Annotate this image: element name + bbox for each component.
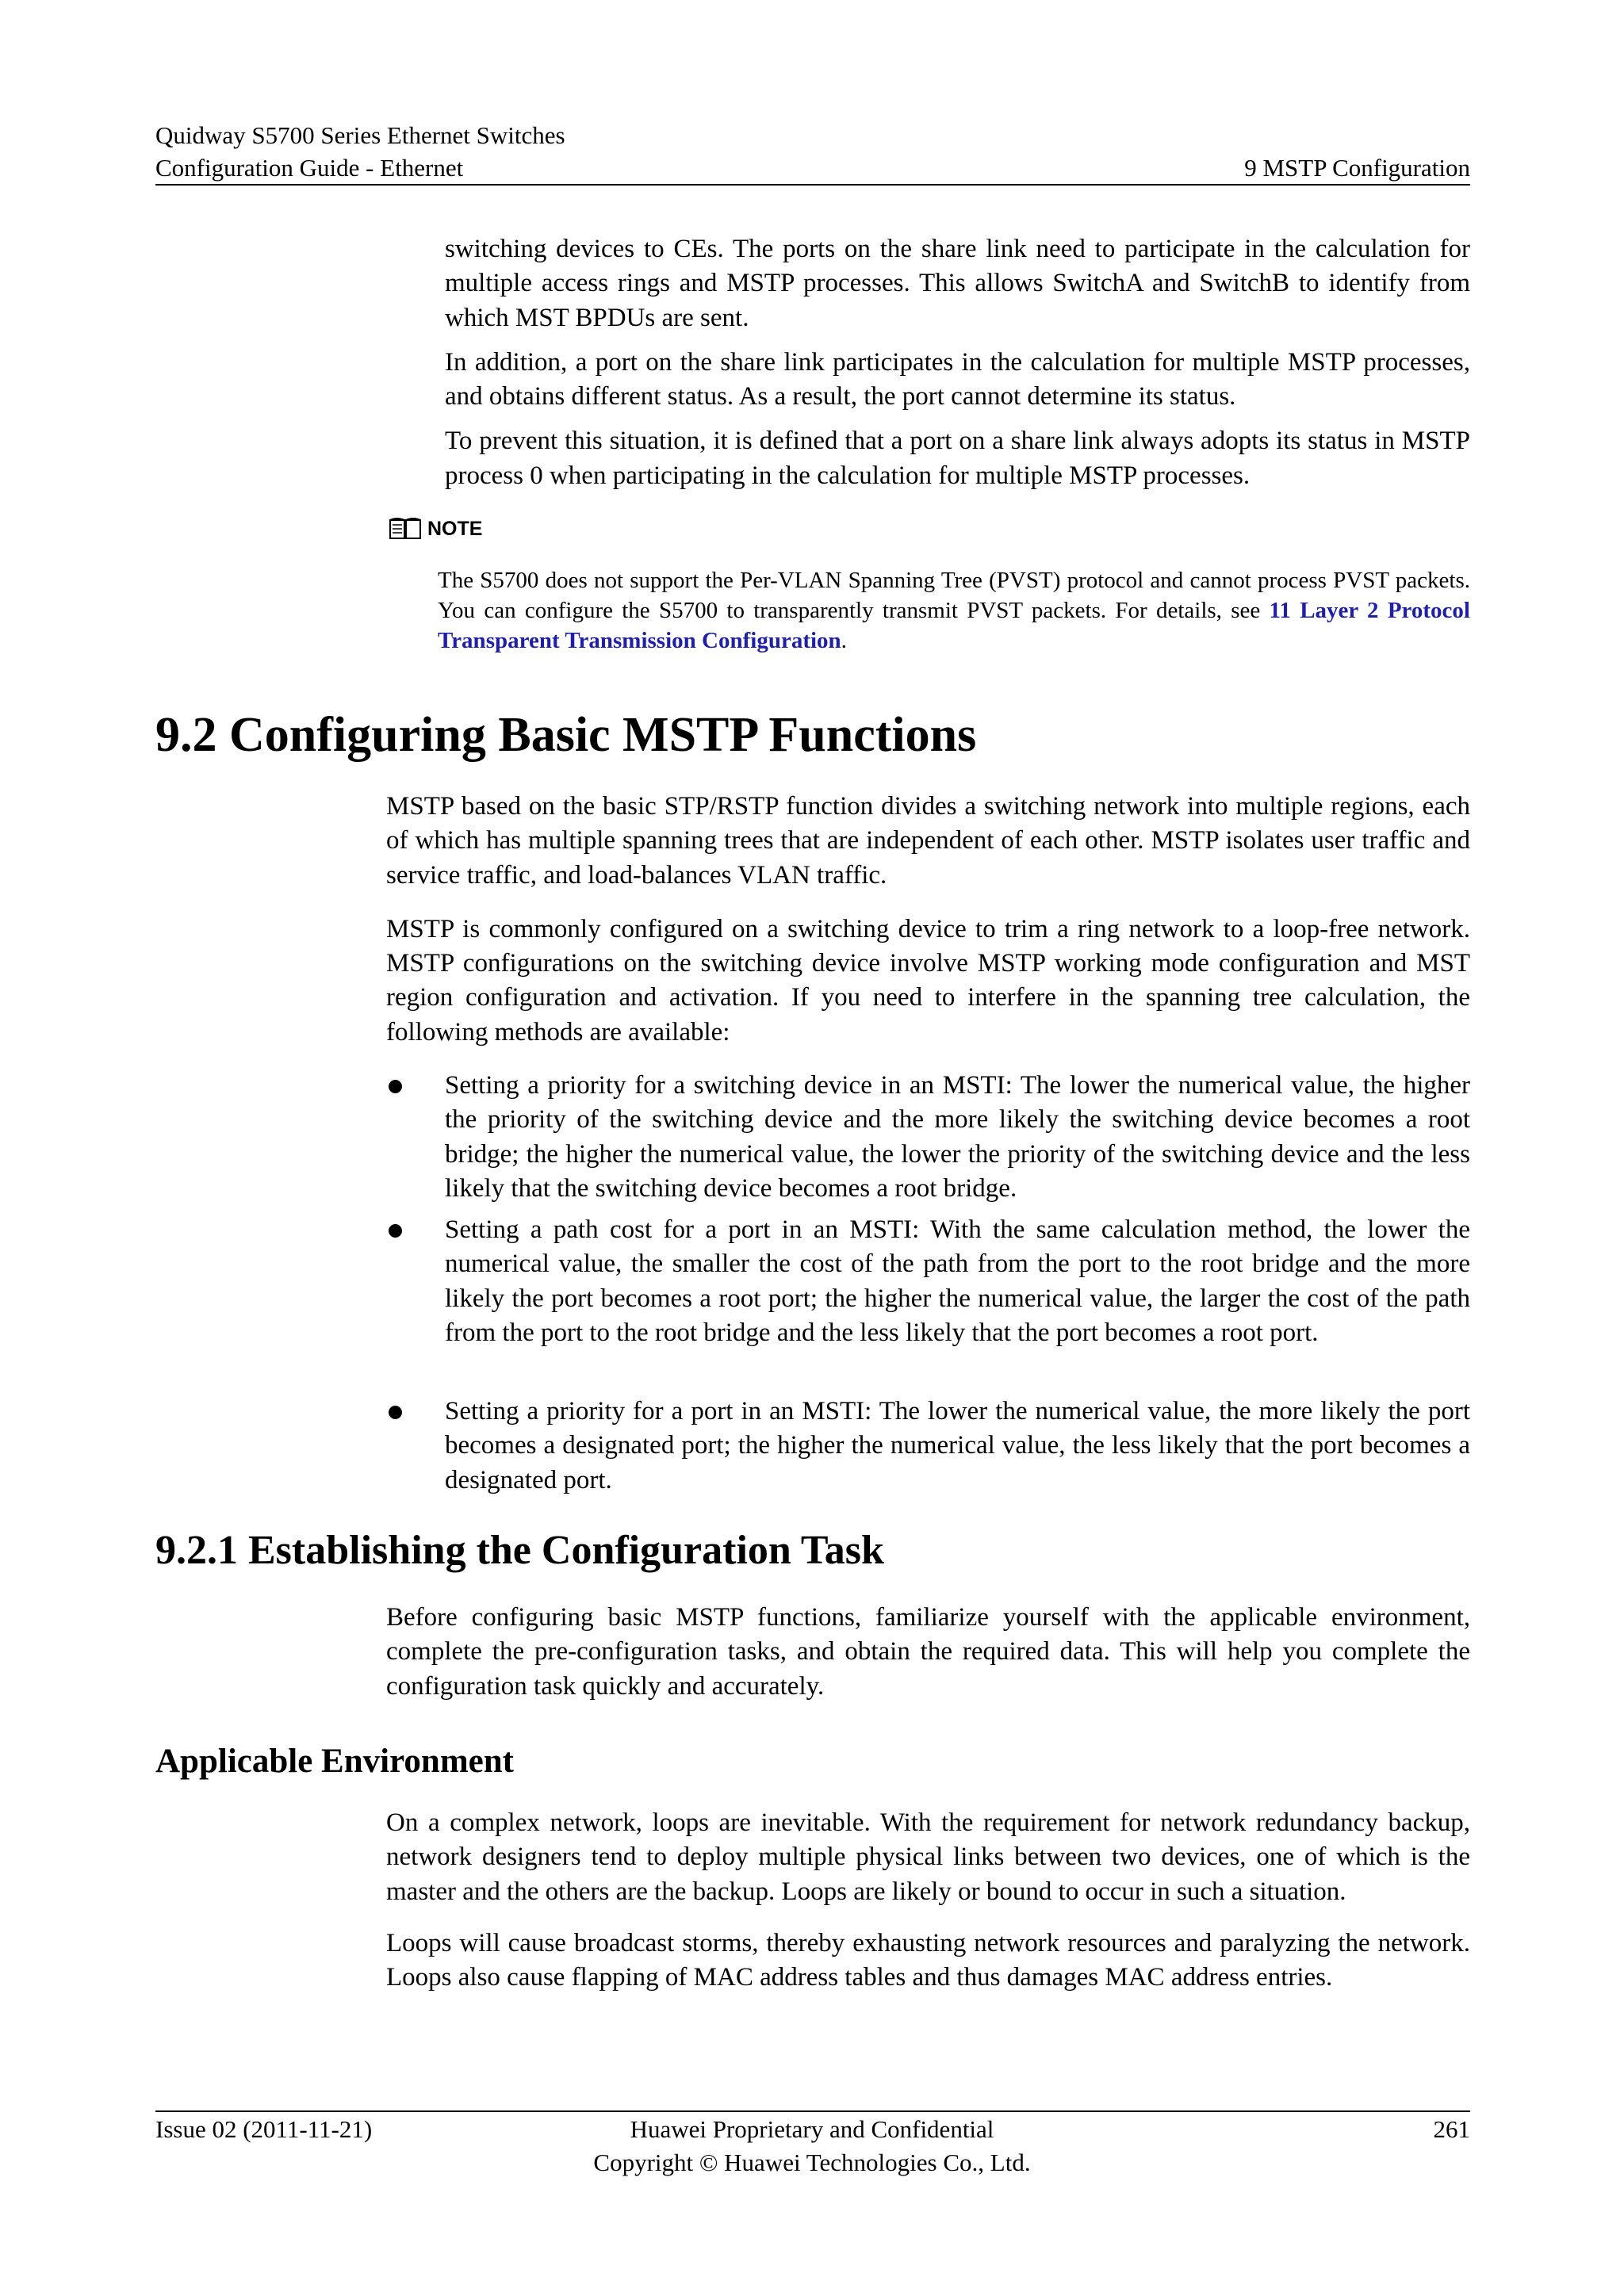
list-item: Setting a priority for a port in an MSTI: The lower the numerical value, the more likely the port becomes a designated port; the higher the numerical value, the less likely that the port becomes a designated port. xyxy=(445,1397,1470,1494)
section-paragraph: On a complex network, loops are inevitable. With the requirement for network redundancy backup, network designers tend to deploy multiple physical links between two devices, one of which is the master and the others are the backup. Loops are likely or bound to occur in such a situation. xyxy=(386,1808,1470,1906)
bullet-icon xyxy=(389,1224,402,1238)
intro-paragraph: In addition, a port on the share link participates in the calculation for multiple MSTP processes, and obtains different status. As a result, the port cannot determine its status. xyxy=(445,347,1470,411)
note-end: . xyxy=(841,628,847,653)
note-heading xyxy=(388,515,482,542)
note-text: The S5700 does not support the Per-VLAN Spanning Tree (PVST) protocol and cannot process PVST packets. You can configure the S5700 to transparently transmit PVST packets. For details, see xyxy=(438,568,1470,623)
section-paragraph: MSTP based on the basic STP/RSTP function divides a switching network into multiple regions, each of which has multiple spanning trees that are independent of each other. MSTP isolates user traffic and service traffic, and load-balances VLAN traffic. xyxy=(386,792,1470,890)
header-product: Quidway S5700 Series Ethernet Switches xyxy=(155,121,565,149)
applicable-environment-body xyxy=(386,1806,1470,1995)
note-body xyxy=(438,565,1470,656)
applicable-environment-title: Applicable Environment xyxy=(155,1743,514,1780)
footer-issue: Issue 02 (2011-11-21) xyxy=(155,2115,373,2143)
list-item: Setting a priority for a switching device in an MSTI: The lower the numerical value, the higher the priority of the switching device and the more likely the switching device becomes a root bridge; the higher the numerical value, the lower the priority of the switching device and the less likely that the switching device becomes a root bridge. xyxy=(445,1071,1470,1203)
section-paragraph: MSTP is commonly configured on a switching device to trim a ring network to a loop-free network. MSTP configurations on the switching device involve MSTP working mode configuration and MST region configuration and activation. If you need to interfere in the spanning tree calculation, the following methods are available: xyxy=(386,914,1470,1047)
section-9-2-title: 9.2 Configuring Basic MSTP Functions xyxy=(155,708,977,762)
section-paragraph: Before configuring basic MSTP functions, familiarize yourself with the applicable environment, complete the pre-configuration tasks, and obtain the required data. This will help you complete the configuration task quickly and accurately. xyxy=(386,1603,1470,1701)
list-item: Setting a path cost for a port in an MSTI: With the same calculation method, the lower the numerical value, the smaller the cost of the path from the port to the root bridge and the more likely the port becomes a root port; the higher the numerical value, the larger the cost of the path from the port to the root bridge and the less likely that the port becomes a root port. xyxy=(445,1215,1470,1347)
intro-paragraph: To prevent this situation, it is defined that a port on a share link always adopts its status in MSTP process 0 when participating in the calculation for multiple MSTP processes. xyxy=(445,427,1470,490)
note-link[interactable]: 11 Layer 2 Protocol Transparent Transmission Configuration xyxy=(438,598,1470,653)
header-rule xyxy=(155,184,1470,186)
footer-confidential: Huawei Proprietary and Confidential xyxy=(630,2115,994,2143)
section-9-2-1-title: 9.2.1 Establishing the Configuration Task xyxy=(155,1528,884,1573)
footer-copyright: Copyright © Huawei Technologies Co., Ltd. xyxy=(593,2149,1031,2176)
section-paragraph: Loops will cause broadcast storms, thereby exhausting network resources and paralyzing the network. Loops also cause flapping of MAC address tables and thus damages MAC address entries. xyxy=(386,1928,1470,1992)
header-guide: Configuration Guide - Ethernet xyxy=(155,154,464,182)
footer-rule xyxy=(155,2110,1470,2112)
footer-page-number: 261 xyxy=(1433,2115,1470,2143)
section-9-2-body xyxy=(386,790,1470,1050)
note-label: NOTE xyxy=(427,518,483,540)
bullet-icon xyxy=(389,1080,402,1093)
header-chapter: 9 MSTP Configuration xyxy=(1244,154,1470,182)
intro-block xyxy=(445,232,1470,493)
intro-paragraph: switching devices to CEs. The ports on the share link need to participate in the calculation for multiple access rings and MSTP processes. This allows SwitchA and SwitchB to identify from which MST BPDUs are sent. xyxy=(445,235,1470,332)
bullet-icon xyxy=(389,1406,402,1419)
book-icon xyxy=(388,516,423,541)
